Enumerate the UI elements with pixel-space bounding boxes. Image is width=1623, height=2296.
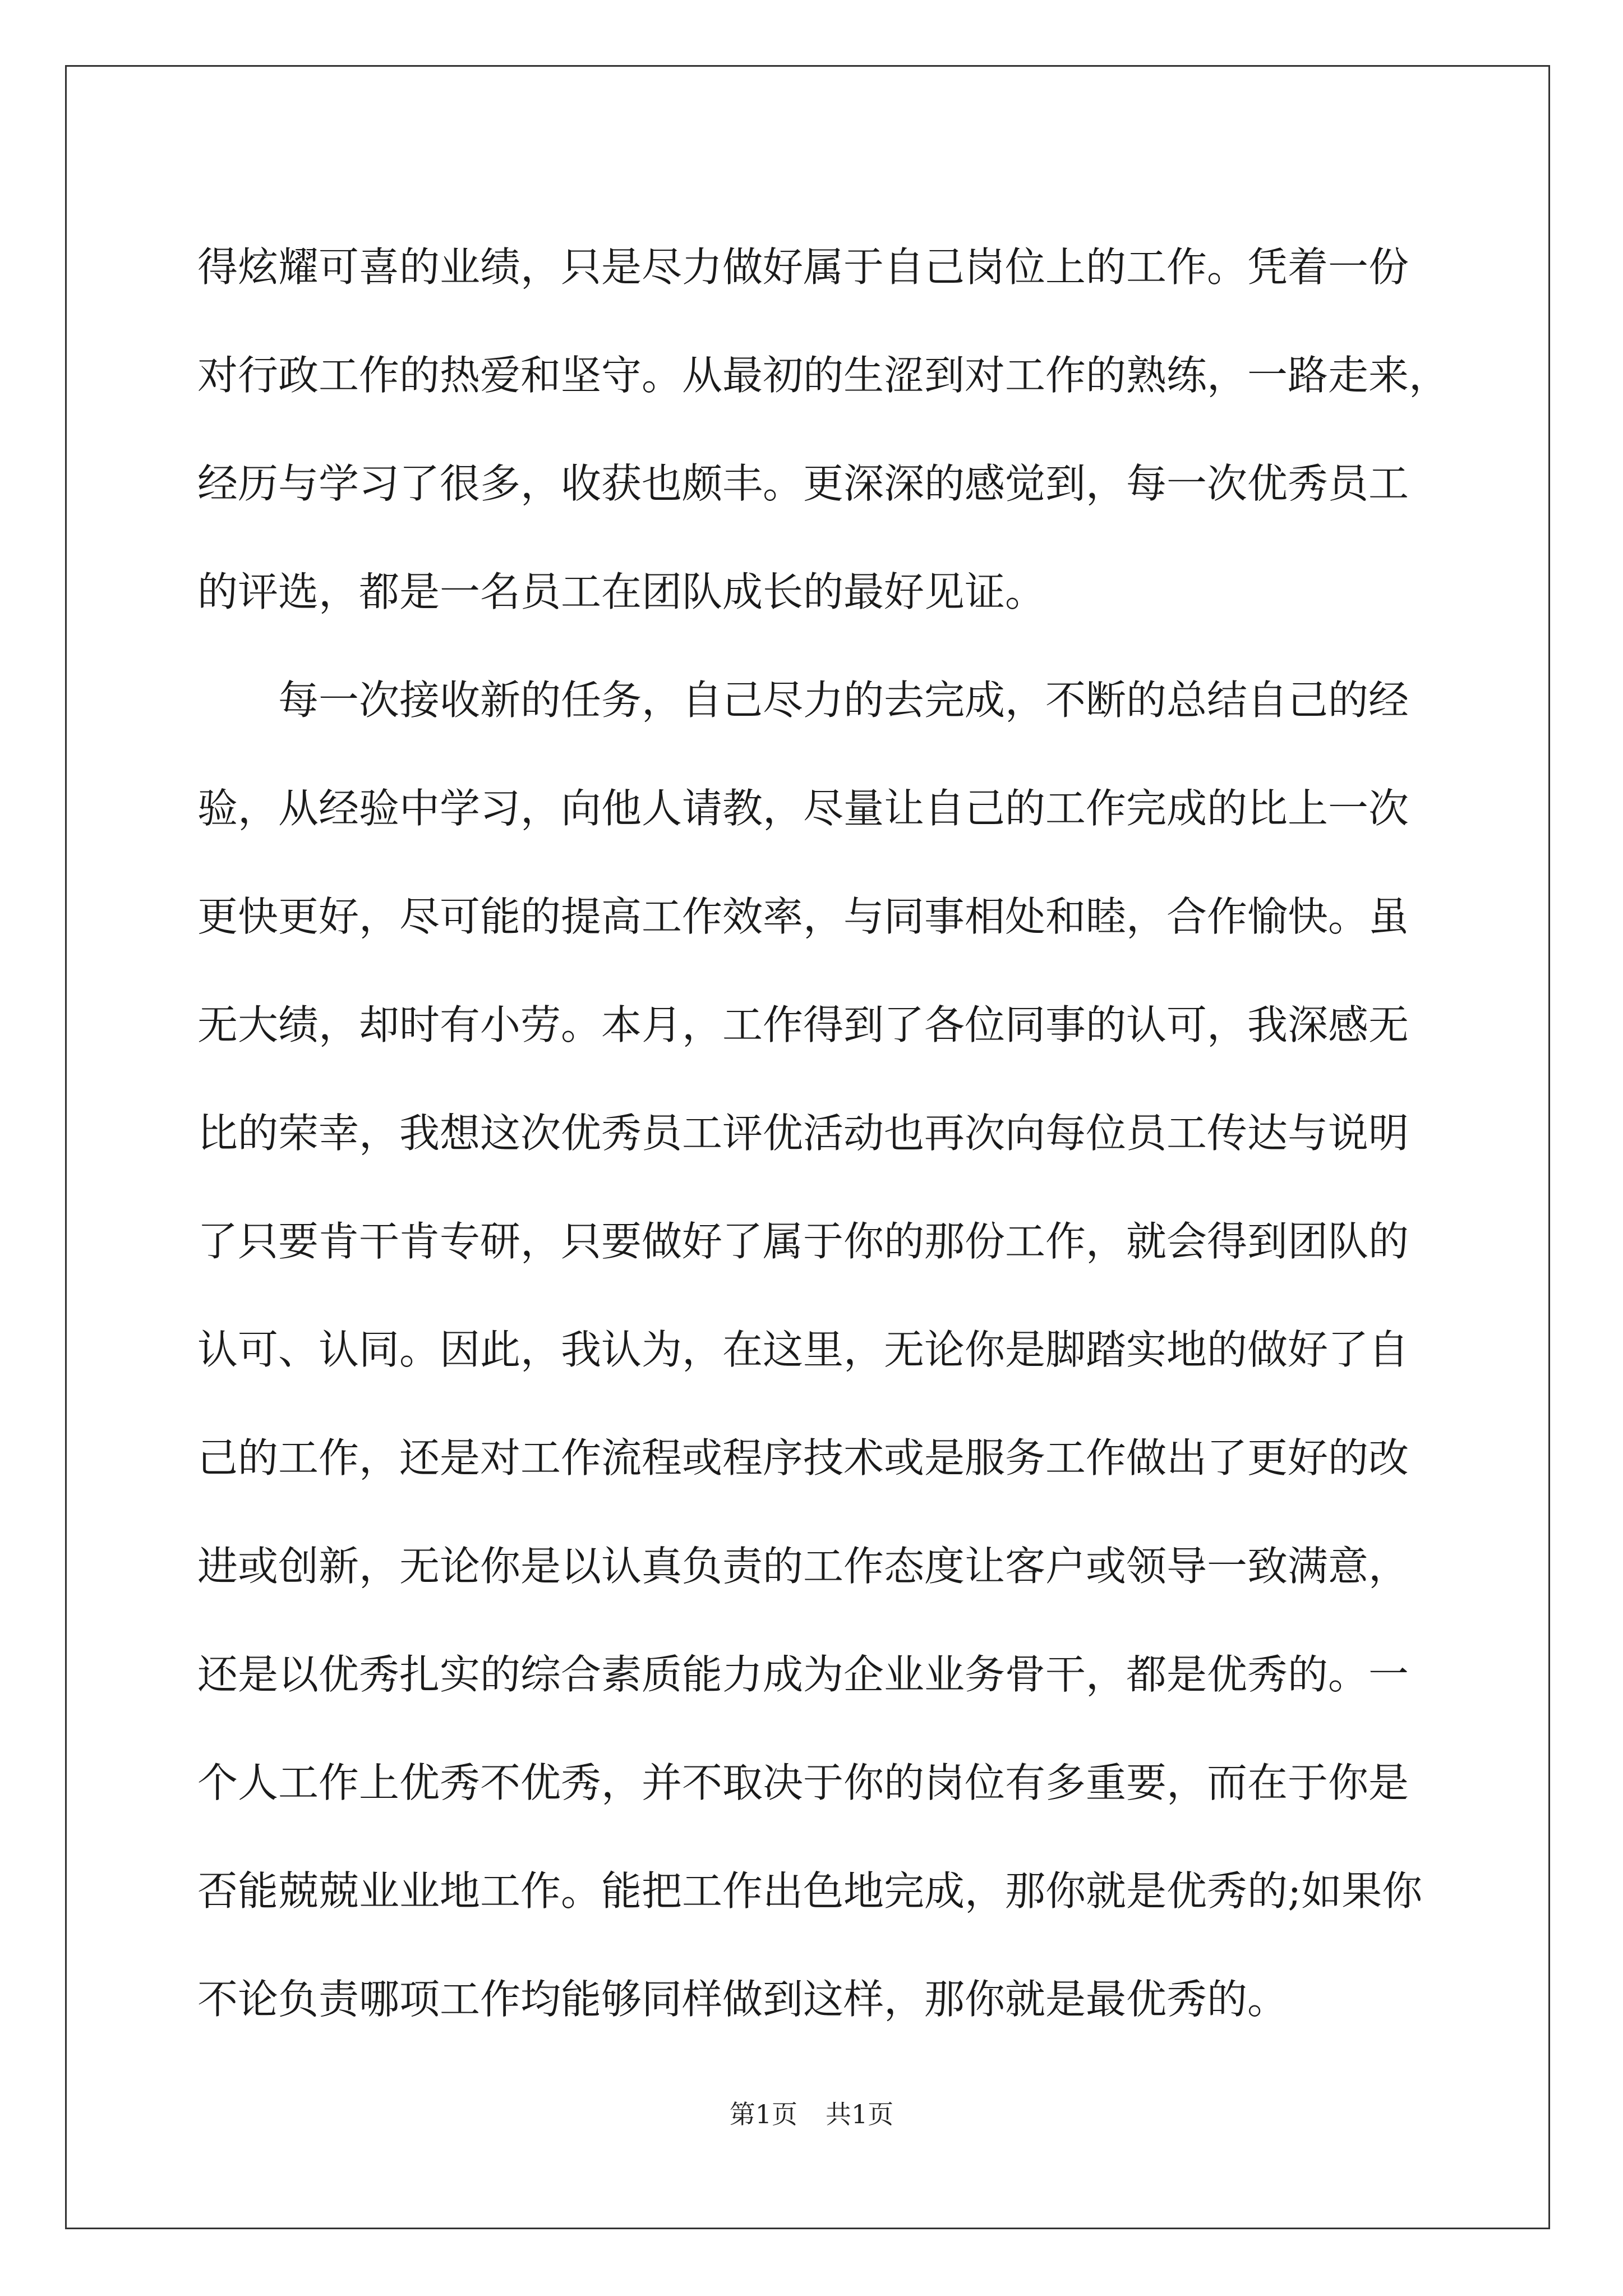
text-line: 无大绩，却时有小劳。本月，工作得到了各位同事的认可，我深感无 bbox=[197, 1001, 1409, 1048]
text-line: 还是以优秀扎实的综合素质能力成为企业业务骨干，都是优秀的。一 bbox=[197, 1651, 1409, 1698]
text-line: 验，从经验中学习，向他人请教，尽量让自己的工作完成的比上一次 bbox=[197, 785, 1409, 832]
text-line: 得炫耀可喜的业绩，只是尽力做好属于自己岗位上的工作。凭着一份 bbox=[197, 243, 1409, 291]
text-line: 个人工作上优秀不优秀，并不取决于你的岗位有多重要，而在于你是 bbox=[197, 1759, 1409, 1806]
page-total: 共1页 bbox=[826, 2099, 894, 2129]
page-footer bbox=[0, 2094, 1623, 2131]
text-line: 经历与学习了很多，收获也颇丰。更深深的感觉到，每一次优秀员工 bbox=[197, 460, 1409, 507]
text-line: 认可、认同。因此，我认为，在这里，无论你是脚踏实地的做好了自 bbox=[197, 1326, 1409, 1373]
text-line: 了只要肯干肯专研，只要做好了属于你的那份工作，就会得到团队的 bbox=[197, 1218, 1409, 1265]
text-line: 每一次接收新的任务，自己尽力的去完成，不断的总结自己的经 bbox=[197, 677, 1409, 724]
body-text bbox=[197, 213, 1450, 2054]
text-line: 比的荣幸，我想这次优秀员工评优活动也再次向每位员工传达与说明 bbox=[197, 1110, 1409, 1157]
text-line: 己的工作，还是对工作流程或程序技术或是服务工作做出了更好的改 bbox=[197, 1434, 1409, 1481]
text-line: 对行政工作的热爱和坚守。从最初的生涩到对工作的熟练，一路走来， bbox=[197, 352, 1450, 399]
text-line: 否能兢兢业业地工作。能把工作出色地完成，那你就是优秀的;如果你 bbox=[197, 1867, 1423, 1915]
page-number: 第1页 bbox=[729, 2099, 797, 2129]
text-line: 不论负责哪项工作均能够同样做到这样，那你就是最优秀的。 bbox=[197, 1976, 1288, 2023]
text-line: 更快更好，尽可能的提高工作效率，与同事相处和睦，合作愉快。虽 bbox=[197, 893, 1409, 940]
text-line: 的评选，都是一名员工在团队成长的最好见证。 bbox=[197, 568, 1046, 615]
text-line: 进或创新，无论你是以认真负责的工作态度让客户或领导一致满意， bbox=[197, 1543, 1409, 1590]
